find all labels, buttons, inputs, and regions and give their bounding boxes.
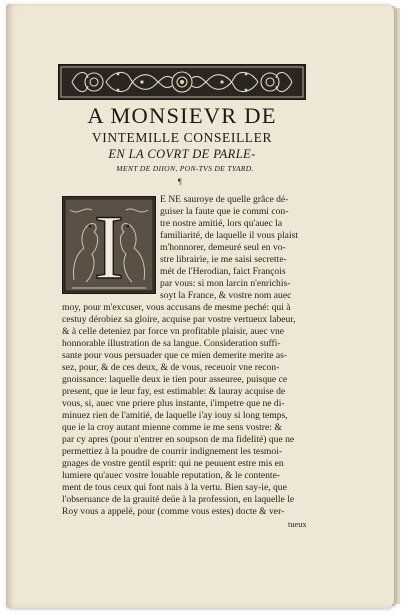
text-line: permettiez à la poudre de courrir indignement les tesmoi-	[62, 446, 283, 457]
text-line: & à celle deteniez par force vn profitable plaisir, auec vne	[62, 326, 285, 337]
text-line: Roy vous a appelé, pour (comme vous estes) docte & ver-	[62, 506, 285, 517]
text-line: soyt la France, & vostre nom auec	[160, 290, 292, 301]
text-line: moy, pour m'excuser, vous accusans de mesme peché: qui à	[62, 302, 291, 313]
text-line: lumiere qu'auec vostre louable reputation, & le contente-	[62, 470, 281, 481]
text-line: m'honnorer, demeuré seul en vo-	[160, 242, 286, 253]
text-line: ment de tous ceux qui font nais à la vertu. Bien say-ie, que	[62, 482, 287, 493]
text-line: minuez rien de l'amitié, de laquelle i'ay iouy si long temps,	[62, 410, 288, 421]
title-line-1: A MONSIEVR DE	[87, 103, 277, 128]
text-line: E NE sauroye de quelle grâce dé-	[160, 194, 289, 205]
title-line-3: EN LA COVRT DE PARLE-	[108, 147, 256, 161]
text-line: stre librairie, ie me saisi secrette-	[160, 254, 287, 265]
page-edge	[396, 8, 400, 604]
text-line: que ie la croy autant mienne comme ie me sens vostre: &	[62, 422, 282, 433]
text-line: honnorable illustration de sa langue. Consideration suffi-	[62, 338, 281, 349]
drop-cap-letter: I	[93, 196, 125, 294]
catchword: tueux	[288, 520, 307, 529]
text-line: par vous: si mon larcin n'enrichis-	[160, 278, 291, 289]
paragraph-mark: ¶	[178, 177, 182, 186]
text-line: cestuy dérobiez sa gloire, acquise par vostre vertueux labeur,	[62, 314, 296, 325]
text-line: present, que ie leur fay, est estimable: & lauray acquise de	[62, 386, 286, 397]
text-line: guiser la faute que ie commi con-	[160, 206, 289, 217]
text-line: tre nostre amitié, lors qu'auec la	[160, 218, 283, 229]
text-line: par cy apres (pour n'entrer en soupson de ma fidelité) que ne	[62, 434, 295, 445]
drop-cap-initial	[62, 196, 156, 294]
text-line: sante pour vous persuader que ce mien demerite merite as-	[62, 350, 288, 361]
text-line: sez, pour, & de ces deux, & de vous, receuoir vne recon-	[62, 362, 280, 373]
ornament-headpiece	[58, 64, 306, 100]
title-line-4: MENT DE DIION, PON-TVS DE TYARD.	[116, 164, 254, 173]
text-line: vous, si, auec vne priere plus instante, i'impetre que ne di-	[62, 398, 285, 409]
text-line: gnoissance: laquelle deux ie tien pour asseuree, puisque ce	[62, 374, 288, 385]
text-line: gnages de vostre gentil esprit: qui ne peuuent estre mis en	[62, 458, 284, 469]
title-line-2: VINTEMILLE CONSEILLER	[91, 130, 273, 145]
text-line: l'obseruance de la grauité deüe à la profession, en laquelle le	[62, 494, 295, 505]
text-line: familiarité, de laquelle il vous plaist	[160, 230, 299, 241]
text-line: mét de l'Herodian, faict François	[160, 266, 286, 277]
